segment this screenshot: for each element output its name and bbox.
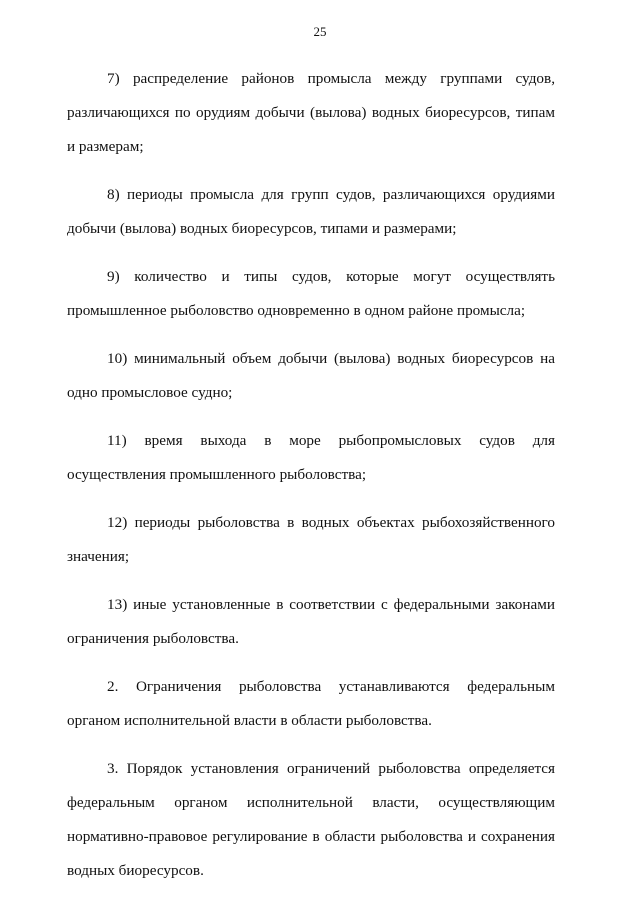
paragraph-item-12: 12) периоды рыболовства в водных объектах рыбохозяйственного значения; bbox=[67, 514, 555, 565]
paragraph-item-9: 9) количество и типы судов, которые могут осуществлять промышленное рыболовство одновременно в одном районе промысла; bbox=[67, 268, 555, 319]
paragraph-item-13: 13) иные установленные в соответствии с федеральными законами ограничения рыболовства. bbox=[67, 596, 555, 647]
document-body bbox=[67, 62, 555, 902]
paragraph-section-3: 3. Порядок установления ограничений рыболовства определяется федеральным органом исполнительной власти, осуществляющим нормативно-правовое регулирование в области рыболовства и сохранения водных биоресурсов. bbox=[67, 760, 555, 879]
page-number: 25 bbox=[313, 24, 327, 39]
paragraph-item-7: 7) распределение районов промысла между группами судов, различающихся по орудиям добычи (вылова) водных биоресурсов, типам и размерам; bbox=[67, 70, 555, 155]
paragraph-item-10: 10) минимальный объем добычи (вылова) водных биоресурсов на одно промысловое судно; bbox=[67, 350, 555, 401]
paragraph-item-11: 11) время выхода в море рыбопромысловых судов для осуществления промышленного рыболовства; bbox=[67, 432, 555, 483]
paragraph-item-8: 8) периоды промысла для групп судов, различающихся орудиями добычи (вылова) водных биоресурсов, типами и размерами; bbox=[67, 186, 555, 237]
paragraph-section-2: 2. Ограничения рыболовства устанавливаются федеральным органом исполнительной власти в области рыболовства. bbox=[67, 678, 555, 729]
